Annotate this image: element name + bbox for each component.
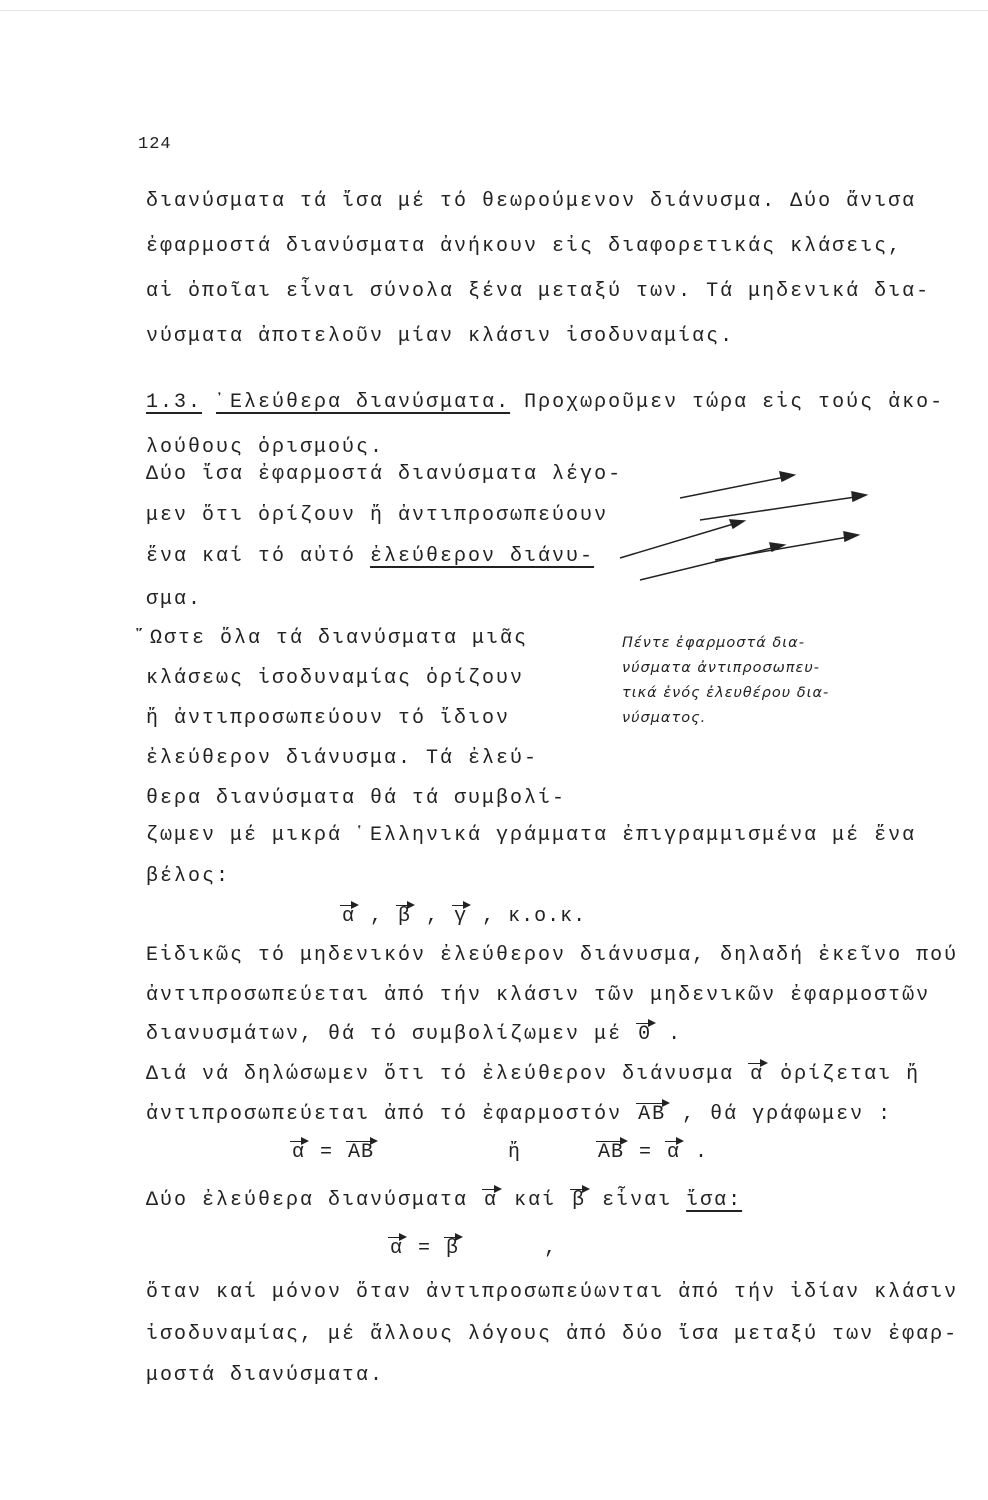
- vector-arrow-2: [700, 496, 862, 520]
- vector-arrow-1: [680, 476, 790, 498]
- text-line-after-2: βέλος:: [146, 865, 231, 888]
- formula-or-word: ἤ: [508, 1141, 523, 1164]
- etc-abbrev: κ.ο.κ.: [508, 905, 587, 928]
- vector-gamma: γ: [454, 905, 468, 928]
- text-line-3: αἱ ὁποῖαι εἶναι σύνολα ξένα μεταξύ των. Τά μηδενικά δια-: [146, 280, 931, 303]
- page-top-edge: [0, 10, 988, 11]
- are-word: εἶναι: [588, 1189, 687, 1212]
- text-line-4: νύσματα ἀποτελοῦν μίαν κλάσιν ἰσοδυναμίας.: [146, 325, 735, 348]
- text-line-1: διανύσματα τά ἴσα μέ τό θεωρούμενον διάνυσμα. Δύο ἄνισα: [146, 190, 917, 213]
- wrapped-line-4: σμα.: [146, 588, 203, 611]
- formula-right-alpha: α: [667, 1141, 681, 1164]
- vector-beta: β: [398, 905, 412, 928]
- wrapped-line-6: κλάσεως ἰσοδυναμίας ὁρίζουν: [146, 667, 525, 690]
- definition-line-2-tail: , θά γράφωμεν :: [668, 1103, 893, 1126]
- vector-arrow-3: [620, 522, 740, 558]
- section-heading: [146, 390, 944, 416]
- free-vector-term: ἐλεύθερον διάνυ-: [370, 545, 595, 568]
- wrapped-line-8: ἐλεύθερον διάνυσμα. Τά ἐλεύ-: [146, 747, 539, 770]
- formula-alpha-equals-AB: α = ΑΒ: [292, 1141, 375, 1164]
- equality-line-start: Δύο ἐλεύθερα διανύσματα: [146, 1189, 483, 1212]
- wrapped-line-7: ἤ ἀντιπροσωπεύουν τό ἴδιον: [146, 707, 511, 730]
- vector-alpha-2: α: [750, 1063, 765, 1086]
- formula-left-AB: ΑΒ: [348, 1141, 375, 1164]
- definition-line-2-start: ἀντιπροσωπεύεται ἀπό τό ἐφαρμοστόν: [146, 1103, 637, 1126]
- section-intro-line-2: λούθους ὁρισμούς.: [146, 436, 385, 459]
- final-line-1: ὅταν καί μόνον ὅταν ἀντιπροσωπεύωνται ἀπό τήν ἰδίαν κλάσιν: [146, 1281, 959, 1304]
- equality-beta: β: [446, 1237, 460, 1260]
- text-line-2: ἐφαρμοστά διανύσματα ἀνήκουν εἰς διαφορετικάς κλάσεις,: [146, 235, 903, 258]
- wrapped-line-1: Δύο ἴσα ἐφαρμοστά διανύσματα λέγο-: [146, 463, 623, 486]
- wrapped-line-2: μεν ὅτι ὁρίζουν ἤ ἀντιπροσωπεύουν: [146, 504, 609, 527]
- special-line-3: διανυσμάτων, θά τό συμβολίζωμεν μέ 0 .: [146, 1023, 683, 1046]
- section-number: 1.3.: [146, 391, 203, 414]
- vector-beta-2: β: [572, 1189, 587, 1212]
- definition-line-1: [146, 1062, 920, 1088]
- vector-alpha-3: α: [484, 1189, 499, 1212]
- formula-alpha-equals-beta: α = β ,: [390, 1237, 558, 1260]
- vector-figure: [600, 460, 880, 590]
- zero-vector: 0: [638, 1023, 653, 1046]
- wrapped-line-5: ῞Ωστε ὅλα τά διανύσματα μιᾶς: [136, 627, 529, 650]
- definition-line-1-tail: ὁρίζεται ἤ: [766, 1063, 921, 1086]
- special-line-1: Εἰδικῶς τό μηδενικόν ἐλεύθερον διάνυσμα, δηλαδή ἐκεῖνο πού: [146, 944, 959, 967]
- wrapped-line-3: [146, 544, 594, 570]
- figure-caption-line-3: τικά ἑνός ἐλευθέρου δια-: [622, 685, 830, 701]
- vector-AB: ΑΒ: [638, 1103, 667, 1126]
- wrapped-line-9: θερα διανύσματα θά τά συμβολί-: [146, 787, 567, 810]
- final-line-2: ἰσοδυναμίας, μέ ἄλλους λόγους ἀπό δύο ἴσα μεταξύ των ἐφαρ-: [146, 1323, 959, 1346]
- text-line-after-1: ζωμεν μέ μικρά ῾Ελληνικά γράμματα ἐπιγραμμισμένα μέ ἕνα: [146, 824, 917, 847]
- formula-right-AB: ΑΒ: [598, 1141, 625, 1164]
- figure-caption-line-1: Πέντε ἐφαρμοστά δια-: [622, 635, 805, 651]
- page-number: 124: [138, 135, 172, 154]
- equality-alpha: α: [390, 1237, 404, 1260]
- formula-AB-equals-alpha: ΑΒ = α .: [598, 1141, 709, 1164]
- vector-symbols-formula: α , β , γ , κ.ο.κ.: [342, 905, 587, 928]
- and-word: καί: [500, 1189, 571, 1212]
- special-line-2: ἀντιπροσωπεύεται ἀπό τήν κλάσιν τῶν μηδενικῶν ἐφαρμοστῶν: [146, 984, 931, 1007]
- figure-caption-line-2: νύσματα ἀντιπροσωπευ-: [622, 660, 820, 676]
- equal-word: ἴσα:: [686, 1189, 743, 1212]
- special-line-3-start: διανυσμάτων, θά τό συμβολίζωμεν μέ: [146, 1023, 637, 1046]
- section-intro: Προχωροῦμεν τώρα εἰς τούς ἀκο-: [524, 391, 945, 414]
- definition-line-1-start: Διά νά δηλώσωμεν ὅτι τό ἐλεύθερον διάνυσμα: [146, 1063, 749, 1086]
- figure-caption-line-4: νύσματος.: [622, 710, 707, 726]
- formula-left-alpha: α: [292, 1141, 306, 1164]
- vector-arrow-5: [640, 546, 780, 580]
- vector-alpha: α: [342, 905, 356, 928]
- final-line-3: μοστά διανύσματα.: [146, 1364, 385, 1387]
- section-title: ᾿Ελεύθερα διανύσματα.: [216, 391, 511, 414]
- equality-definition-line: [146, 1188, 742, 1214]
- wrapped-line-3-start: ἕνα καί τό αὐτό: [146, 545, 371, 568]
- definition-line-2: [146, 1102, 892, 1128]
